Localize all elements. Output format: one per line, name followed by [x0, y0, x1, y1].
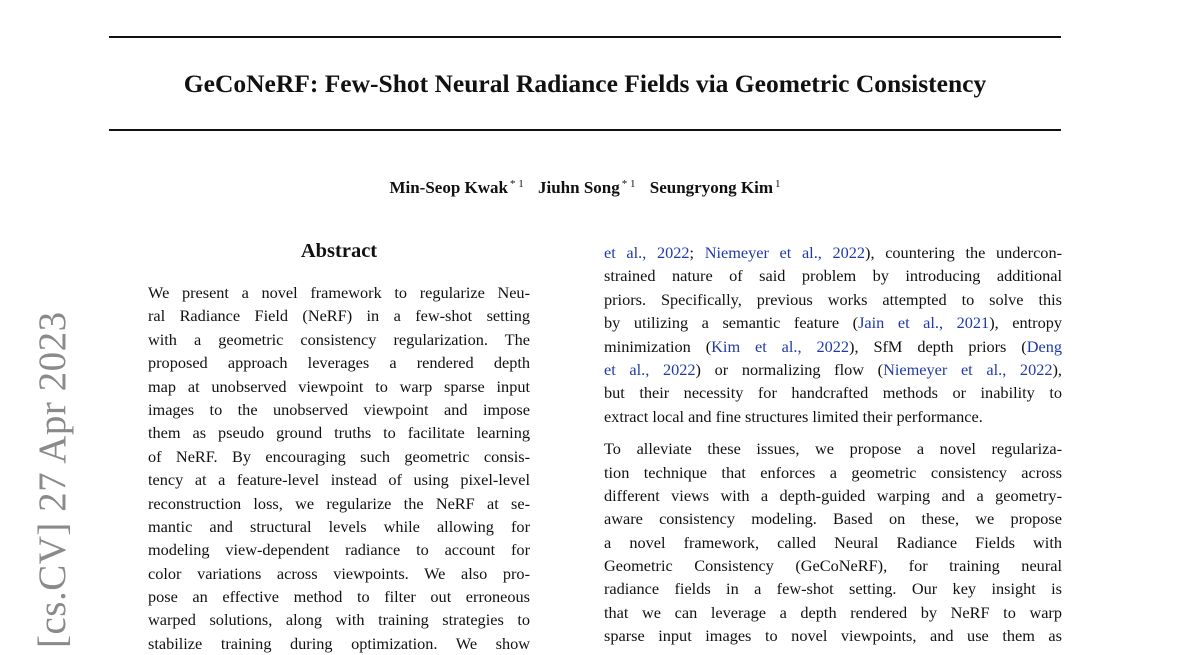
text-span: ), — [1052, 359, 1062, 379]
intro-line — [604, 335, 1062, 358]
author-2 — [538, 178, 636, 197]
text-span: ) or normalizing flow ( — [695, 359, 884, 379]
abstract-line: stabilize training during optimization. We show — [148, 633, 530, 653]
abstract-body — [148, 281, 530, 655]
title-top-rule — [109, 36, 1061, 38]
intro-line: tion technique that enforces a geometric consistency across — [604, 462, 1062, 482]
author-2-name: Jiuhn Song — [538, 178, 620, 197]
intro-line — [604, 241, 1062, 264]
intro-line: a novel framework, called Neural Radiance Fields with — [604, 532, 1062, 552]
citation-link[interactable]: et al., 2022 — [604, 359, 696, 379]
abstract-line: We present a novel framework to regularize Neu- — [148, 283, 530, 302]
abstract-line: them as pseudo ground truths to facilitate learning — [148, 423, 530, 443]
abstract-line: modeling view-dependent radiance to account for — [148, 540, 530, 560]
abstract-line: pose an effective method to filter out erroneous — [148, 587, 530, 607]
abstract-line: images to the unobserved viewpoint and impose — [148, 399, 530, 419]
author-1 — [389, 178, 523, 197]
intro-line: extract local and fine structures limited their performance. — [604, 406, 983, 426]
author-2-affiliation: * 1 — [621, 178, 636, 190]
intro-line: aware consistency modeling. Based on these, we propose — [604, 509, 1062, 529]
intro-line: but their necessity for handcrafted methods or inability to — [604, 383, 1062, 403]
citation-link[interactable]: Deng — [1026, 336, 1062, 356]
abstract-line: proposed approach leverages a rendered depth — [148, 353, 530, 373]
intro-line: Geometric Consistency (GeCoNeRF), for training neural — [604, 556, 1062, 576]
paper-title: GeCoNeRF: Few-Shot Neural Radiance Fields via Geometric Consistency — [183, 69, 987, 98]
title-bottom-rule — [109, 129, 1061, 131]
citation-link[interactable]: Kim et al., 2022 — [711, 336, 850, 356]
intro-line — [604, 311, 1062, 334]
intro-line: that we can leverage a depth rendered by NeRF to warp — [604, 602, 1062, 622]
text-span: by utilizing a semantic feature ( — [604, 313, 859, 333]
author-3-name: Seungryong Kim — [649, 178, 774, 197]
abstract-line: mantic and structural levels while allowing for — [148, 516, 530, 536]
citation-link[interactable]: Niemeyer et al., 2022 — [883, 359, 1053, 379]
intro-line: To alleviate these issues, we propose a novel regulariza- — [604, 439, 1062, 459]
arxiv-side-stamp: [cs.CV] 27 Apr 2023 — [31, 311, 74, 648]
intro-line: priors. Specifically, previous works attempted to solve this — [604, 289, 1062, 309]
author-1-affiliation: * 1 — [510, 178, 524, 190]
text-span: ), countering the undercon- — [865, 243, 1063, 262]
citation-link[interactable]: Niemeyer et al., 2022 — [704, 243, 866, 262]
abstract-line: with a geometric consistency regularization. The — [148, 329, 530, 349]
intro-line: sparse input images to novel viewpoints, and use them as — [604, 626, 1062, 646]
intro-line: strained nature of said problem by introducing additional — [604, 266, 1062, 286]
intro-body — [604, 241, 1062, 648]
intro-line: radiance fields in a few-shot setting. Our key insight is — [604, 579, 1062, 599]
abstract-line: reconstruction loss, we regularize the NeRF at se- — [148, 493, 530, 513]
abstract-line: color variations across viewpoints. We also pro- — [148, 563, 530, 583]
abstract-line: warped solutions, along with training strategies to — [148, 610, 530, 630]
citation-link[interactable]: Jain et al., 2021 — [858, 313, 990, 333]
intro-line — [604, 358, 1062, 381]
abstract-line: map at unobserved viewpoint to warp sparse input — [148, 376, 530, 396]
abstract-line: ral Radiance Field (NeRF) in a few-shot setting — [148, 306, 530, 326]
abstract-heading: Abstract — [300, 240, 378, 262]
citation-link[interactable]: et al., 2022 — [604, 243, 690, 262]
author-1-name: Min-Seop Kwak — [389, 178, 508, 197]
author-list — [109, 172, 1061, 200]
author-3-affiliation: 1 — [775, 178, 781, 190]
paragraph-gap — [604, 428, 1062, 437]
abstract-line: of NeRF. By encouraging such geometric consis- — [148, 446, 530, 466]
intro-line: different views with a depth-guided warping and a geometry- — [604, 485, 1062, 505]
text-span: ; — [689, 243, 705, 262]
author-3 — [650, 178, 781, 197]
text-span: ), SfM depth priors ( — [849, 336, 1027, 356]
text-span: ), entropy — [989, 313, 1062, 333]
text-span: minimization ( — [604, 336, 712, 356]
abstract-line: tency at a feature-level instead of using pixel-level — [148, 470, 530, 490]
